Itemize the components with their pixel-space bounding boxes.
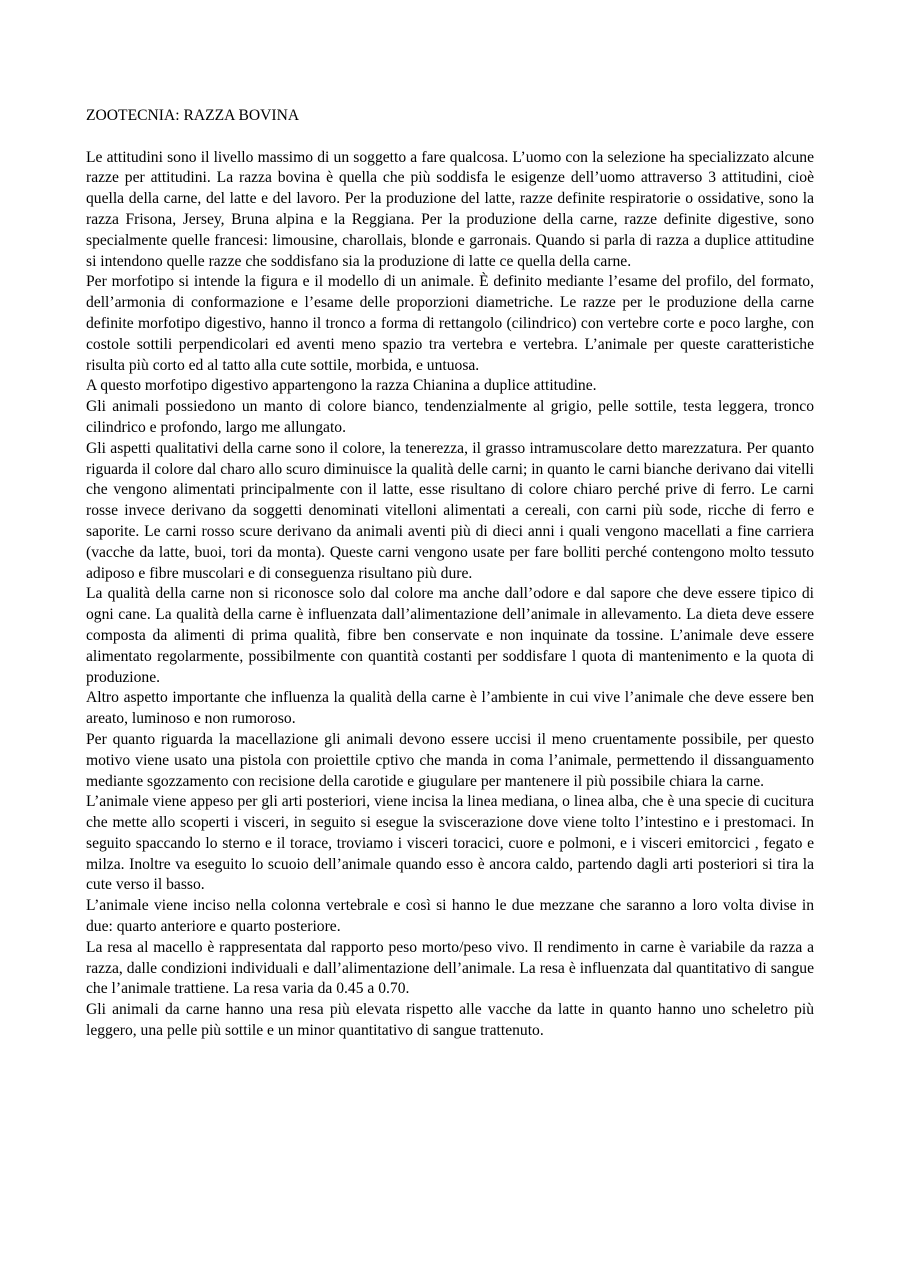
paragraph-resa: La resa al macello è rappresentata dal rapporto peso morto/peso vivo. Il rendimento in carne è variabile da razza a razza, dalle condizioni individuali e dall’alimentazione dell’animale. La resa è influenzata dal quantitativo di sangue che l’animale trattiene. La resa varia da 0.45 a 0.70. bbox=[86, 938, 814, 998]
paragraph-qualita-carne: La qualità della carne non si riconosce solo dal colore ma anche dall’odore e dal sapore che deve essere tipico di ogni cane. La qualità della carne è influenzata dall’alimentazione dell’animale in allevamento. La dieta deve essere composta da alimenti di prima qualità, fibre ben conservate e non inquinate da tossine. L’animale deve essere alimentato regolarmente, possibilmente con quantità costanti per soddisfare l quota di mantenimento e la quota di produzione. bbox=[86, 585, 814, 686]
paragraph-chianina: A questo morfotipo digestivo appartengono la razza Chianina a duplice attitudine. bbox=[86, 377, 597, 395]
paragraph-ambiente: Altro aspetto importante che influenza la qualità della carne è l’ambiente in cui vive l’animale che deve essere ben areato, luminoso e non rumoroso. bbox=[86, 689, 814, 728]
paragraph-animali-da-carne: Gli animali da carne hanno una resa più elevata rispetto alle vacche da latte in quanto hanno uno scheletro più leggero, una pelle più sottile e un minor quantitativo di sangue trattenuto. bbox=[86, 1001, 814, 1040]
paragraph-morfotipo: Per morfotipo si intende la figura e il modello di un animale. È definito mediante l’esame del profilo, del formato, dell’armonia di conformazione e l’esame delle proporzioni diametriche. Le razze per le produzione della carne definite morfotipo digestivo, hanno il tronco a forma di rettangolo (cilindrico) con vertebre corte e poco larghe, con costole sottili perpendicolari ed aventi meno spazio tra vertebra e vertebra. L’animale per queste caratteristiche risulta più corto ed al tatto alla cute sottile, morbida, e untuosa. bbox=[86, 273, 814, 374]
paragraph-macellazione: Per quanto riguarda la macellazione gli animali devono essere uccisi il meno cruentamente possibile, per questo motivo viene usato una pistola con proiettile cptivo che manda in coma l’animale, permettendo il dissanguamento mediante sgozzamento con recisione della carotide e giugulare per mantenere il più possibile chiara la carne. bbox=[86, 730, 814, 790]
paragraph-manto: Gli animali possiedono un manto di colore bianco, tendenzialmente al grigio, pelle sottile, testa leggera, tronco cilindrico e profondo, largo me allungato. bbox=[86, 398, 814, 436]
document-body bbox=[86, 106, 814, 1042]
paragraph-attitudini: Le attitudini sono il livello massimo di un soggetto a fare qualcosa. L’uomo con la selezione ha specializzato alcune razze per attitudini. La razza bovina è quella che più soddisfa le esigenze dell’uomo attraverso 3 attitudini, cioè quella della carne, del latte e del lavoro. Per la produzione del latte, razze definite respiratorie o ossidative, sono la razza Frisona, Jersey, Bruna alpina e la Reggiana. Per la produzione della carne, razze definite digestive, sono specialmente quelle francesi: limousine, charollais, blonde e garronais. Quando si parla di razza a duplice attitudine si intendono quelle razze che soddisfano sia la produzione di latte ce quella della carne. bbox=[86, 148, 814, 270]
paragraph-sviscerazione: L’animale viene appeso per gli arti posteriori, viene incisa la linea mediana, o linea alba, che è una specie di cucitura che mette allo scoperti i visceri, in seguito si esegue la sviscerazione dove viene tolto l’intestino e i prestomaci. In seguito spaccando lo sterno e il torace, troviamo i visceri toracici, cuore e polmoni, e i visceri emitorcici , fegato e milza. Inoltre va eseguito lo scuoio dell’animale quando esso è ancora caldo, partendo dagli arti posteriori si tira la cute verso il basso. bbox=[86, 793, 814, 894]
paragraph-aspetti-qualitativi: Gli aspetti qualitativi della carne sono il colore, la tenerezza, il grasso intramuscolare detto marezzatura. Per quanto riguarda il colore dal charo allo scuro diminuisce la qualità delle carni; in quanto le carni bianche derivano dai vitelli che vengono alimentati principalmente con il latte, esse risultano di colore chiaro perché prive di ferro. Le carni rosse invece derivano da soggetti denominati vitelloni alimentati a cereali, con carni più sode, ricche di ferro e saporite. Le carni rosso scure derivano da animali aventi più di dieci anni i quali vengono macellati a fine carriera (vacche da latte, buoi, tori da monta). Queste carni vengono usate per fare bolliti perché contengono molto tessuto adiposo e fibre muscolari e di conseguenza risultano più dure. bbox=[86, 439, 814, 582]
document-title: ZOOTECNIA: RAZZA BOVINA bbox=[86, 107, 300, 124]
paragraph-mezzane: L’animale viene inciso nella colonna vertebrale e così si hanno le due mezzane che saranno a loro volta divise in due: quarto anteriore e quarto posteriore. bbox=[86, 897, 814, 936]
